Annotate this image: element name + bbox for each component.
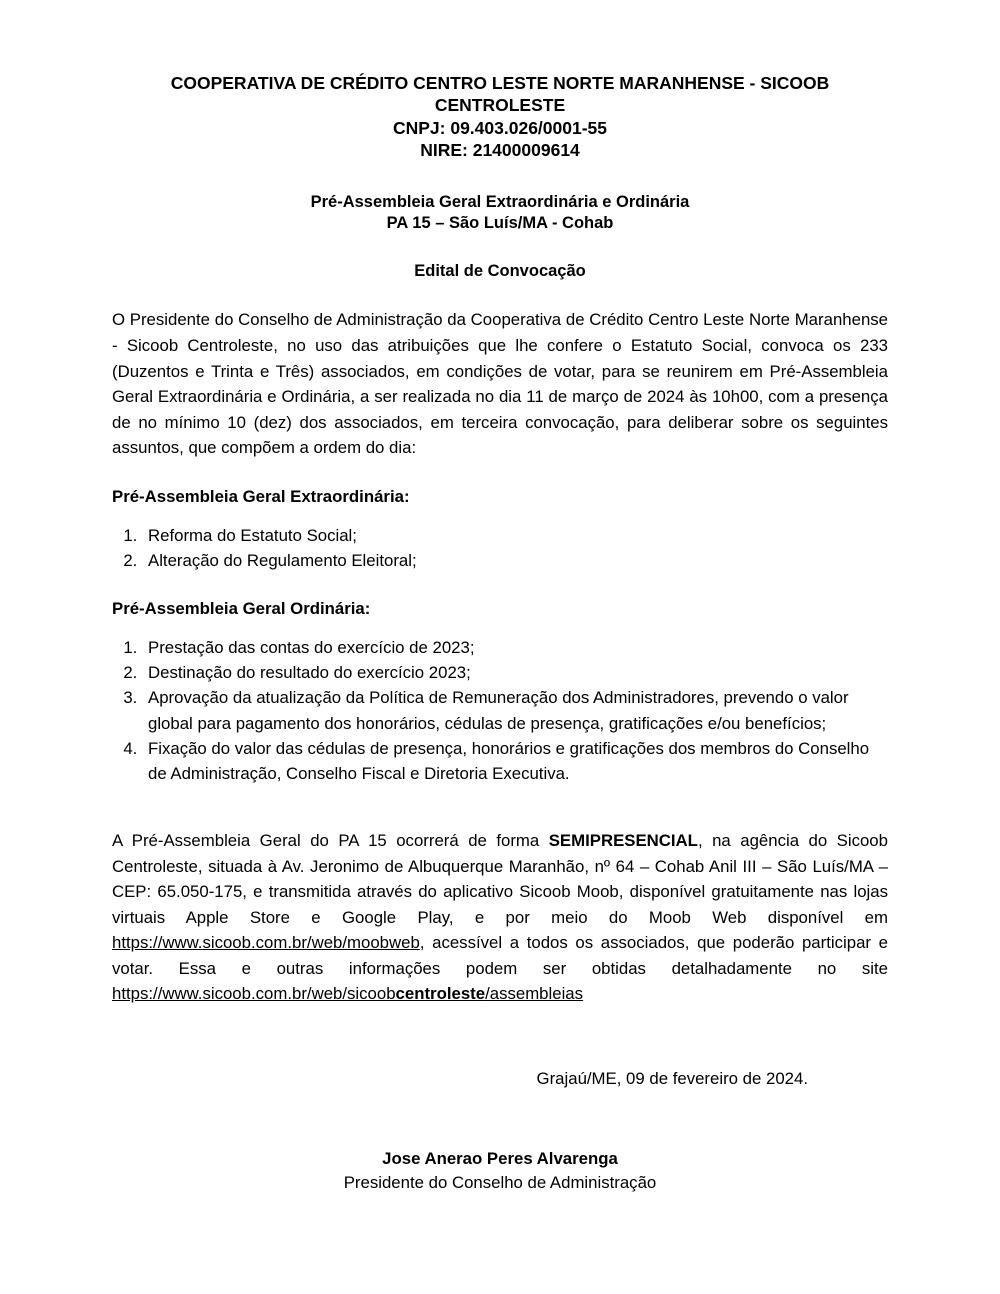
intro-paragraph: O Presidente do Conselho de Administração da Cooperativa de Crédito Centro Leste Norte Maranhense - Sicoob Centroleste, no uso das atribuições que lhe confere o Estatuto Social, convoca os 233 (Duzentos e Trinta e Três) associados, em condições de votar, para se reunirem em Pré-Assembleia Geral Extraordinária e Ordinária, a ser realizada no dia 11 de março de 2024 às 10h00, com a presença de no mínimo 10 (dez) dos associados, em terceira convocação, para deliberar sobre os seguintes assuntos, que compõem a ordem do dia: [112,310,888,458]
organization-name: COOPERATIVA DE CRÉDITO CENTRO LESTE NORTE MARANHENSE - SICOOB CENTROLESTE [170,73,830,116]
assembleias-link-emphasis: centroleste [395,984,486,1004]
ordinary-heading: Pré-Assembleia Geral Ordinária: [112,599,371,618]
assembleias-link[interactable] [112,984,583,1003]
list-item: 4. Fixação do valor das cédulas de presença, honorários e gratificações dos membros do Conselho de Administração, Conselho Fiscal e Diretoria Executiva. [142,736,888,786]
list-item: 2. Destinação do resultado do exercício 2023; [142,660,888,685]
extraordinary-heading: Pré-Assembleia Geral Extraordinária: [112,486,410,506]
assembleias-link-suffix: /assembleias [485,984,584,1004]
assembleias-link-prefix: https://www.sicoob.com.br/web/sicoob [112,984,396,1004]
ordinary-agenda-list [112,635,888,786]
signatory-name: Jose Anerao Peres Alvarenga [382,1148,618,1168]
list-item: 1. Reforma do Estatuto Social; [142,523,888,548]
venue-emphasis: SEMIPRESENCIAL [548,831,698,851]
list-item: 3. Aprovação da atualização da Política de Remuneração dos Administradores, prevendo o valor global para pagamento dos honorários, cédulas de presença, gratificações e/ou benefícios; [142,685,888,735]
document-title: Edital de Convocação [414,262,586,281]
venue-text-part2: , na agência do Sicoob Centroleste, situada à Av. Jeronimo de Albuquerque Maranhão, nº 64 – Cohab Anil III – São Luís/MA – CEP: 65.050-175, e transmitida através do aplicativo Sicoob Moob, disponível gratuitamente nas lojas virtuais Apple Store e Google Play, e por meio do Moob Web disponível em [112,831,888,927]
extraordinary-agenda-list [112,523,888,573]
signatory-role: Presidente do Conselho de Administração [343,1173,657,1193]
venue-text-part3: , acessível a todos os associados, que poderão participar e votar. Essa e outras informações podem ser obtidas detalhadamente no site [112,933,888,978]
assembly-type-line: Pré-Assembleia Geral Extraordinária e Ordinária [310,192,690,211]
moobweb-link[interactable]: https://www.sicoob.com.br/web/moobweb [112,933,420,953]
list-item: 2. Alteração do Regulamento Eleitoral; [142,548,888,573]
document-header [112,72,888,162]
nire-line: NIRE: 21400009614 [420,140,580,161]
signature-block [112,1147,888,1196]
venue-text-part1: A Pré-Assembleia Geral do PA 15 ocorrerá de forma [112,831,549,851]
place-and-date: Grajaú/ME, 09 de fevereiro de 2024. [536,1068,808,1088]
cnpj-line: CNPJ: 09.403.026/0001-55 [392,117,608,138]
assembly-subtitle [112,192,888,235]
venue-paragraph [112,828,888,1007]
list-item: 1. Prestação das contas do exercício de 2023; [142,635,888,660]
assembly-location-line: PA 15 – São Luís/MA - Cohab [386,214,614,232]
